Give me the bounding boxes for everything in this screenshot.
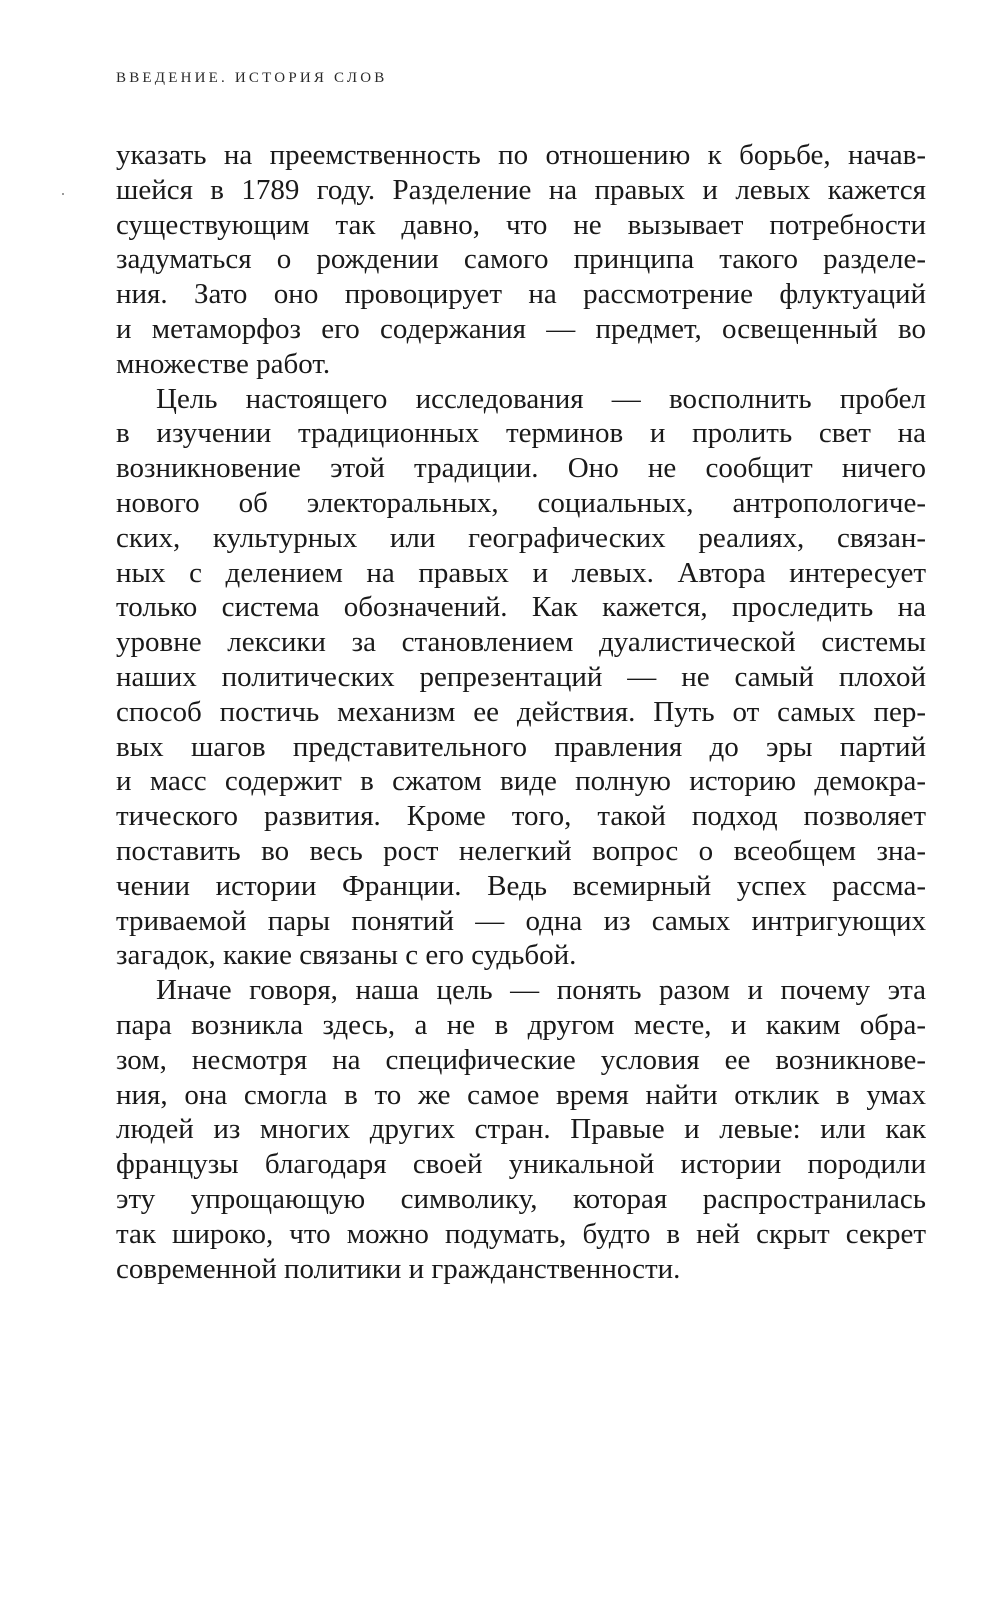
text-line: так широко, что можно подумать, будто в ней скрыт секрет [116, 1217, 926, 1250]
text-line: чении истории Франции. Ведь всемирный успех рассма- [116, 869, 926, 902]
text-line: задуматься о рождении самого принципа такого разделе- [116, 243, 926, 276]
text-line: и масс содержит в сжатом виде полную историю демокра- [116, 765, 926, 798]
text-line: множестве работ. [116, 347, 331, 380]
text-line: триваемой пары понятий — одна из самых интригующих [116, 904, 926, 937]
text-line: поставить во весь рост нелегкий вопрос о всеобщем зна- [116, 834, 926, 867]
text-line: загадок, какие связаны с его судьбой. [116, 939, 577, 972]
text-line: способ постичь механизм ее действия. Путь от самых пер- [116, 695, 926, 728]
text-line: наших политических репрезентаций — не самый плохой [116, 660, 926, 693]
text-line: только система обозначений. Как кажется, проследить на [116, 591, 926, 624]
text-line: ния. Зато оно провоцирует на рассмотрение флуктуаций [116, 278, 926, 311]
text-line: шейся в 1789 году. Разделение на правых и левых кажется [116, 173, 926, 206]
running-head: ВВЕДЕНИЕ. ИСТОРИЯ СЛОВ [116, 70, 388, 86]
text-line: нового об электоральных, социальных, антропологиче- [116, 486, 926, 519]
text-line: людей из многих других стран. Правые и левые: или как [116, 1113, 926, 1146]
text-line: ских, культурных или географических реалиях, связан- [116, 521, 926, 554]
text-line: эту упрощающую символику, которая распространилась [116, 1182, 926, 1215]
margin-mark [62, 193, 64, 195]
text-line: в изучении традиционных терминов и пролить свет на [116, 417, 926, 450]
text-line: уровне лексики за становлением дуалистической системы [116, 626, 926, 659]
text-line: ных с делением на правых и левых. Автора интересует [116, 556, 926, 589]
text-line: и метаморфоз его содержания — предмет, освещенный во [116, 312, 926, 345]
text-line: зом, несмотря на специфические условия ее возникнове- [116, 1043, 926, 1076]
text-line: возникновение этой традиции. Оно не сообщит ничего [116, 452, 926, 485]
text-line: указать на преемственность по отношению к борьбе, начав- [116, 139, 926, 171]
text-line: Иначе говоря, наша цель — понять разом и почему эта [156, 974, 926, 1007]
text-line: пара возникла здесь, а не в другом месте, и каким обра- [116, 1008, 926, 1041]
text-line: Цель настоящего исследования — восполнить пробел [156, 382, 926, 415]
text-line: тического развития. Кроме того, такой подход позволяет [116, 800, 926, 833]
body-text [116, 138, 926, 1286]
text-line: современной политики и гражданственности. [116, 1252, 681, 1285]
text-line: ния, она смогла в то же самое время найти отклик в умах [116, 1078, 926, 1111]
text-line: вых шагов представительного правления до эры партий [116, 730, 926, 763]
text-line: французы благодаря своей уникальной истории породили [116, 1148, 926, 1181]
text-line: существующим так давно, что не вызывает потребности [116, 208, 926, 241]
